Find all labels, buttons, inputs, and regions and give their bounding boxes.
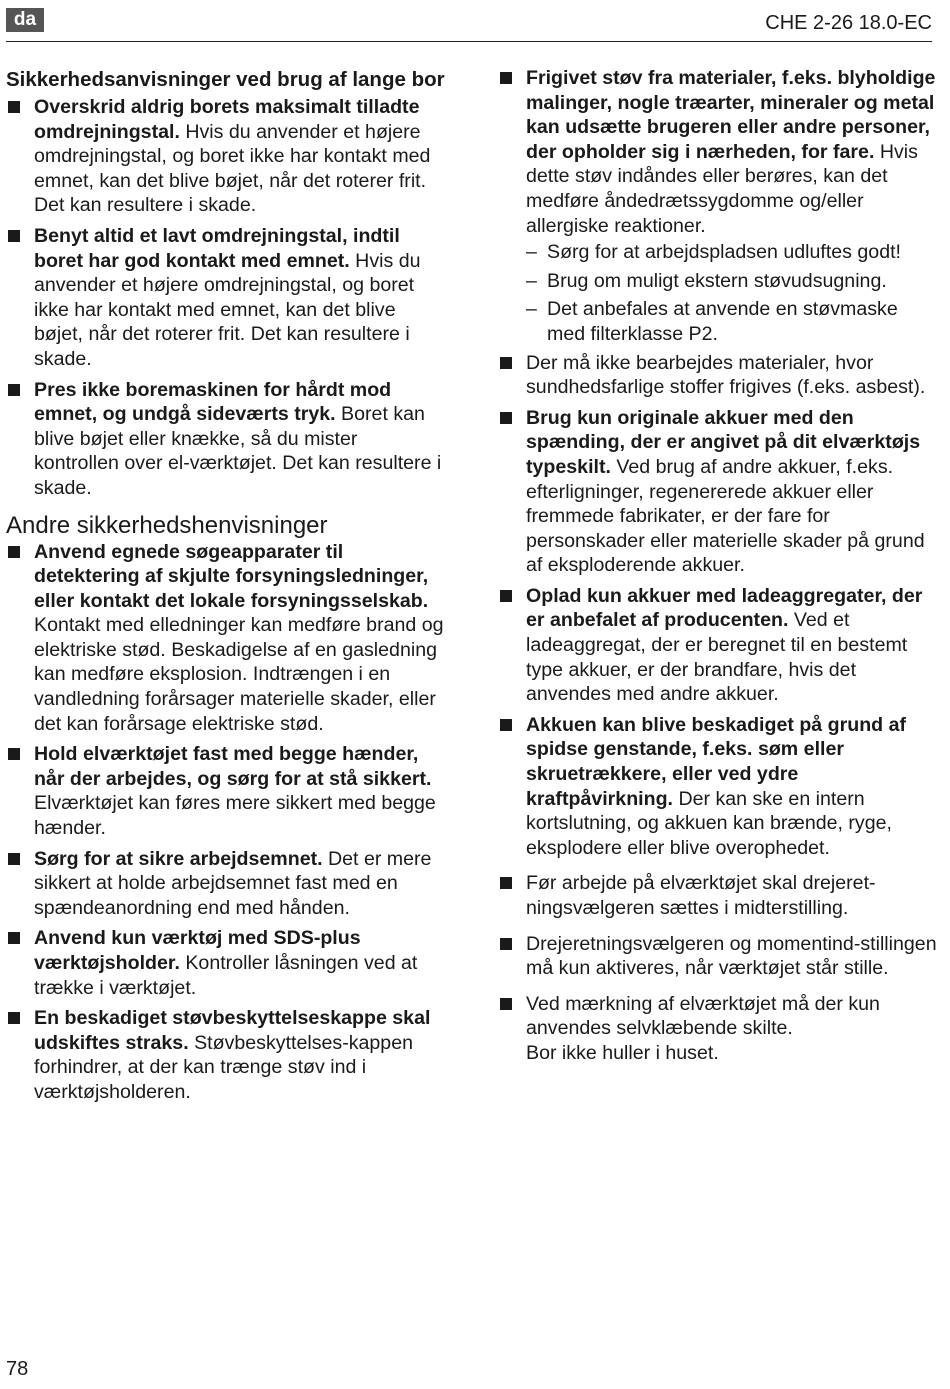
list-item	[498, 584, 938, 707]
long-drill-safety-heading: Sikkerhedsanvisninger ved brug af lange bor	[6, 68, 445, 91]
item-bold-text: Sørg for at sikre arbejdsemnet.	[34, 847, 323, 870]
square-bullet-icon	[8, 384, 20, 396]
model-number: CHE 2-26 18.0-EC	[765, 12, 932, 34]
square-bullet-icon	[8, 748, 20, 760]
item-text: Ved et ladeaggregat, der er beregnet til en bestemt type akkuer, er der brandfare, hvis det anvendes med andre akkuer.	[526, 609, 908, 706]
dash-text: Sørg for at arbejdspladsen udluftes godt!	[547, 241, 901, 264]
header-divider	[6, 41, 932, 42]
item-text: Hvis du anvender et højere omdrejningstal, og boret ikke har kontakt med emnet, kan det blive bøjet, når det roterer frit. Det kan resultere i skade.	[34, 120, 431, 217]
list-item	[6, 847, 446, 921]
item-bold-text: Overskrid aldrig borets maksimalt tilladte omdrejningstal.	[34, 96, 420, 143]
dash-text: Det anbefales at anvende en støvmaske med filterklasse P2.	[547, 298, 898, 345]
square-bullet-icon	[8, 546, 20, 558]
left-column	[6, 66, 446, 1111]
item-text: Elværktøjet kan føres mere sikkert med begge hænder.	[34, 792, 436, 840]
list-item	[498, 932, 938, 981]
square-bullet-icon	[500, 72, 512, 84]
list-item	[498, 406, 938, 578]
item-text: Ved mærkning af elværktøjet må der kun anvendes selvklæbende skilte.	[526, 992, 880, 1040]
list-item	[6, 742, 446, 840]
item-text: Hvis du anvender et højere omdrejningstal, og boret ikke har kontakt med emnet, kan det blive bøjet, når det roterer frit. Det kan resultere i skade.	[34, 249, 421, 370]
item-bold-text: Oplad kun akkuer med ladeaggregater, der er anbefalet af producenten.	[526, 584, 923, 632]
square-bullet-icon	[500, 938, 512, 950]
item-text: Før arbejde på elværktøjet skal drejeret-ningsvælgeren sættes i midterstilling.	[526, 872, 876, 919]
dash-list-item	[498, 240, 938, 265]
item-text: Drejeretningsvælgeren og momentind-stillingen må kun aktiveres, når værktøjet står stille.	[526, 932, 937, 980]
square-bullet-icon	[500, 357, 512, 369]
dash-list-item	[498, 297, 938, 346]
page-number: 78	[6, 1358, 29, 1380]
square-bullet-icon	[8, 932, 20, 944]
item-text: Kontroller låsningen ved at trække i værktøjet.	[34, 952, 418, 999]
dash-list-item	[498, 269, 938, 294]
item-bold-text: Brug kun originale akkuer med den spænding, der er angivet på dit elværktøjs typeskilt.	[526, 406, 921, 478]
dash-marker: –	[526, 241, 537, 264]
square-bullet-icon	[500, 412, 512, 424]
list-item	[6, 95, 446, 218]
item-bold-text: Pres ikke boremaskinen for hårdt mod emnet, og undgå sideværts tryk.	[34, 378, 392, 426]
item-bold-text: Anvend egnede søgeapparater til detektering af skjulte forsyningsledninger, eller kontakt det lokale forsyningsselskab.	[34, 540, 429, 612]
item-text: Der må ikke bearbejdes materialer, hvor sundhedsfarlige stoffer frigives (f.eks. asbest).	[526, 351, 926, 399]
dash-marker: –	[526, 269, 537, 292]
item-text: Det er mere sikkert at holde arbejdsemnet fast med en spændeanordning end med hånden.	[34, 847, 432, 919]
language-badge: da	[6, 8, 44, 32]
item-bold-text: Frigivet støv fra materialer, f.eks. blyholdige malinger, nogle træarter, mineraler og metal kan udsætte brugeren eller andre personer, der opholder sig i nærheden, for fare.	[526, 67, 936, 163]
square-bullet-icon	[500, 590, 512, 602]
item-bold-text: En beskadiget støvbeskyttelseskappe skal udskiftes straks.	[34, 1007, 431, 1054]
list-item	[6, 224, 446, 372]
list-item	[6, 540, 446, 737]
dash-text: Brug om muligt ekstern støvudsugning.	[547, 269, 887, 292]
item-text: Hvis dette støv indåndes eller berøres, kan det medføre åndedrætssygdomme og/eller allergiske reaktioner.	[526, 140, 918, 237]
list-item	[6, 926, 446, 1000]
item-bold-text: Hold elværktøjet fast med begge hænder, når der arbejdes, og sørg for at stå sikkert.	[34, 743, 432, 790]
item-text: Kontakt med elledninger kan medføre brand og elektriske stød. Beskadigelse af en gasledning kan medføre eksplosion. Indtrængen i en vandledning forårsager materielle skader, eller det kan forårsage elektriske stød.	[34, 614, 444, 735]
other-safety-heading: Andre sikkerhedshenvisninger	[6, 511, 328, 539]
item-text: Ved brug af andre akkuer, f.eks. efterligninger, regenererede akkuer eller fremmede fabrikater, er der fare for personskader eller materielle skader på grund af eksploderende akkuer.	[526, 455, 925, 577]
square-bullet-icon	[8, 101, 20, 113]
list-item	[498, 713, 938, 861]
list-item	[6, 378, 446, 501]
list-item	[498, 351, 938, 400]
item-bold-text: Anvend kun værktøj med SDS-plus værktøjsholder.	[34, 927, 361, 974]
square-bullet-icon	[8, 1012, 20, 1024]
list-item	[498, 871, 938, 920]
square-bullet-icon	[8, 853, 20, 865]
item-bold-text: Benyt altid et lavt omdrejningstal, indtil boret har god kontakt med emnet.	[34, 224, 400, 272]
item-text: Der kan ske en intern kortslutning, og akkuen kan brænde, ryge, eksplodere eller blive overophedet.	[526, 787, 892, 859]
item-text-line2: Bor ikke huller i huset.	[526, 1041, 719, 1064]
list-item	[498, 992, 938, 1066]
square-bullet-icon	[500, 719, 512, 731]
square-bullet-icon	[500, 998, 512, 1010]
right-column	[498, 66, 938, 1072]
item-bold-text: Akkuen kan blive beskadiget på grund af spidse genstande, f.eks. søm eller skruetrækkere, eller ved ydre kraftpåvirkning.	[526, 713, 907, 810]
dash-marker: –	[526, 298, 537, 321]
square-bullet-icon	[8, 230, 20, 242]
list-item	[6, 1006, 446, 1104]
square-bullet-icon	[500, 877, 512, 889]
item-text: Støvbeskyttelses-kappen forhindrer, at der kan trænge støv ind i værktøjsholderen.	[34, 1031, 413, 1103]
item-text: Boret kan blive bøjet eller knække, så du mister kontrollen over el-værktøjet. Det kan resultere i skade.	[34, 403, 442, 499]
list-item	[498, 66, 938, 238]
